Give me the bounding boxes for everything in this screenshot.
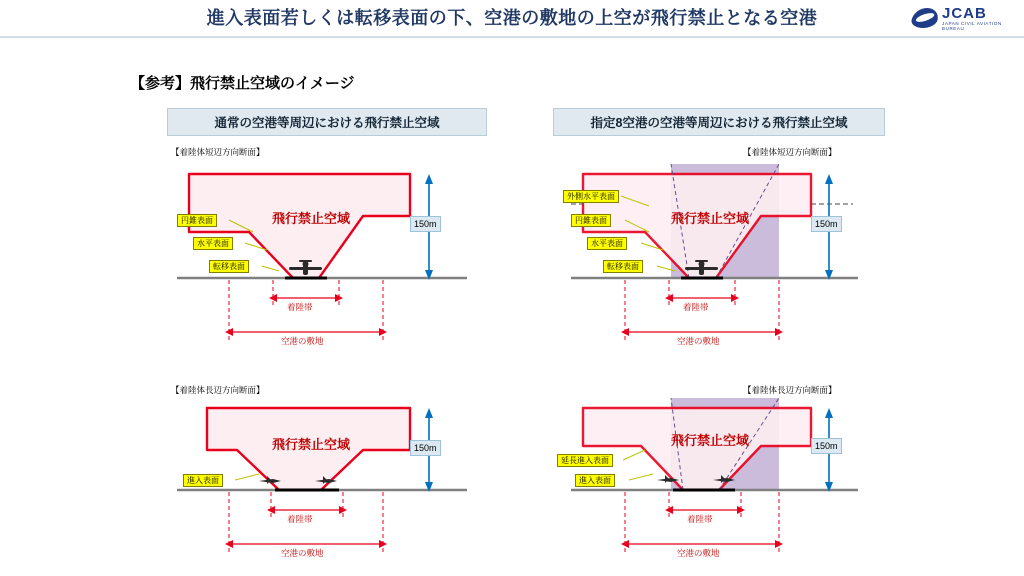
panel-top-left-caption: 【着陸体短辺方向断面】 xyxy=(171,147,265,157)
dim-runway-top-right: 着陸帯 xyxy=(683,302,709,312)
tag-horizontal-surface-top-left: 水平表面 xyxy=(193,237,233,250)
logo-subtext: JAPAN CIVIL AVIATION BUREAU xyxy=(942,21,1002,31)
panel-top-right-caption: 【着陸体短辺方向断面】 xyxy=(743,147,837,157)
panel-top-left xyxy=(167,146,497,381)
panel-bottom-right-caption: 【着陸体長辺方向断面】 xyxy=(743,385,837,395)
slide-header xyxy=(0,0,1024,38)
zone-label-top-left: 飛行禁止空域 xyxy=(272,211,351,226)
panel-bottom-left-caption: 【着陸体長辺方向断面】 xyxy=(171,385,265,395)
dim-runway-bottom-right: 着陸帯 xyxy=(687,514,713,524)
tag-transitional-surface-top-right: 転移表面 xyxy=(603,260,643,273)
panel-top-right xyxy=(553,146,898,381)
height-label-bottom-left: 150m xyxy=(410,440,441,456)
zone-label-bottom-left: 飛行禁止空域 xyxy=(272,437,351,452)
zone-label-bottom-right: 飛行禁止空域 xyxy=(671,433,750,448)
dim-site-bottom-right: 空港の敷地 xyxy=(677,548,720,558)
column-heading-normal-label: 通常の空港等周辺における飛行禁止空域 xyxy=(214,116,440,130)
page-title: 進入表面若しくは転移表面の下、空港の敷地の上空が飛行禁止となる空港 xyxy=(206,8,818,28)
panel-bottom-left xyxy=(167,384,497,570)
dim-site-top-left: 空港の敷地 xyxy=(281,336,324,346)
column-heading-designated-label: 指定8空港の空港等周辺における飛行禁止空域 xyxy=(590,116,848,130)
column-heading-designated xyxy=(553,108,885,136)
zone-label-top-right: 飛行禁止空域 xyxy=(671,211,750,226)
tag-extended-approach-surface-bottom-right: 延長進入表面 xyxy=(557,454,613,467)
height-label-bottom-right: 150m xyxy=(811,438,842,454)
tag-conical-surface-top-right: 円錐表面 xyxy=(571,214,611,227)
height-label-top-right: 150m xyxy=(811,216,842,232)
jcab-logo xyxy=(912,4,1008,32)
section-title: 【参考】飛行禁止空域のイメージ xyxy=(130,75,355,92)
column-heading-normal xyxy=(167,108,487,136)
height-label-top-left: 150m xyxy=(410,216,441,232)
dim-runway-top-left: 着陸帯 xyxy=(287,302,313,312)
panel-bottom-right xyxy=(553,384,898,570)
tag-approach-surface-bottom-right: 進入表面 xyxy=(575,474,615,487)
dim-site-top-right: 空港の敷地 xyxy=(677,336,720,346)
tag-horizontal-surface-top-right: 水平表面 xyxy=(587,237,627,250)
tag-approach-surface-bottom-left: 進入表面 xyxy=(183,474,223,487)
logo-swoosh-icon xyxy=(910,8,940,28)
dim-site-bottom-left: 空港の敷地 xyxy=(281,548,324,558)
header-divider xyxy=(0,36,1024,38)
dim-runway-bottom-left: 着陸帯 xyxy=(287,514,313,524)
tag-outer-horizontal-surface-top-right: 外側水平表面 xyxy=(563,190,619,203)
logo-text: JCAB xyxy=(942,5,987,22)
tag-transitional-surface-top-left: 転移表面 xyxy=(209,260,249,273)
tag-conical-surface-top-left: 円錐表面 xyxy=(177,214,217,227)
